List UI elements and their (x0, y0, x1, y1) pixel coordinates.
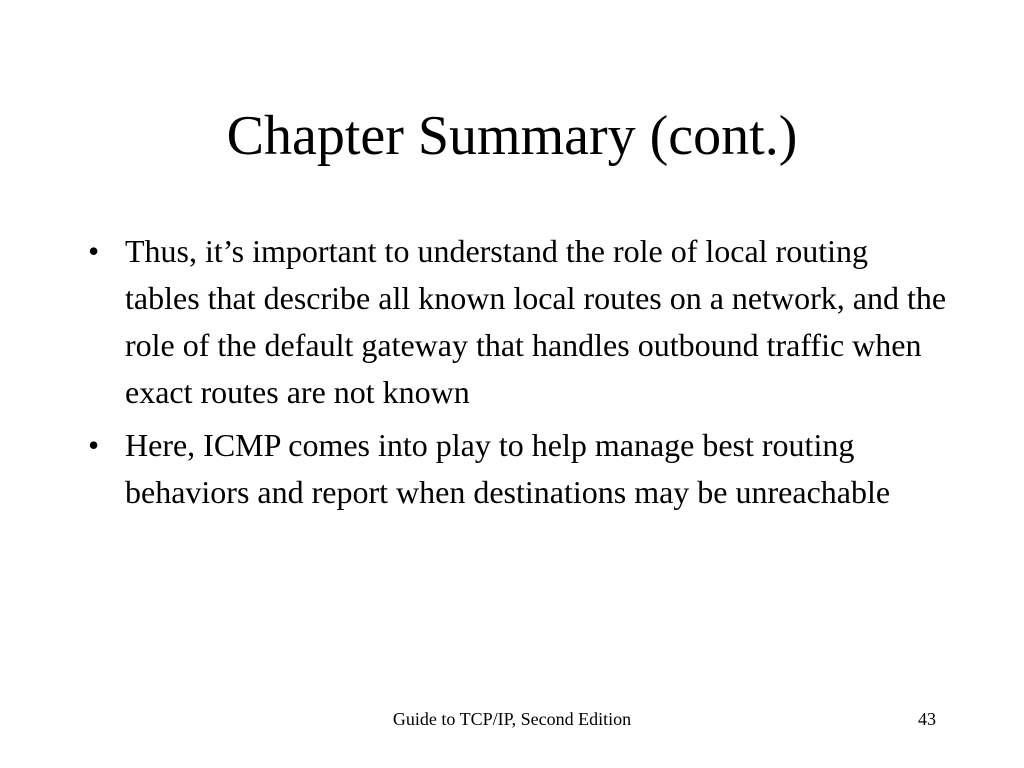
bullet-icon: • (88, 233, 100, 269)
bullet-icon: • (88, 427, 100, 463)
slide-title: Chapter Summary (cont.) (226, 105, 798, 167)
bullet-item (88, 228, 948, 416)
footer-title: Guide to TCP/IP, Second Edition (392, 709, 632, 729)
page-number: 43 (918, 709, 936, 729)
bullet-text: Here, ICMP comes into play to help manage best routing behaviors and report when destinations may be unreachable (125, 427, 891, 510)
bullet-item (88, 422, 948, 516)
bullet-text: Thus, it’s important to understand the role of local routing tables that describe all known local routes on a network, and the role of the default gateway that handles outbound traffic when exact routes are not known (125, 233, 947, 410)
bullet-list (88, 228, 948, 522)
